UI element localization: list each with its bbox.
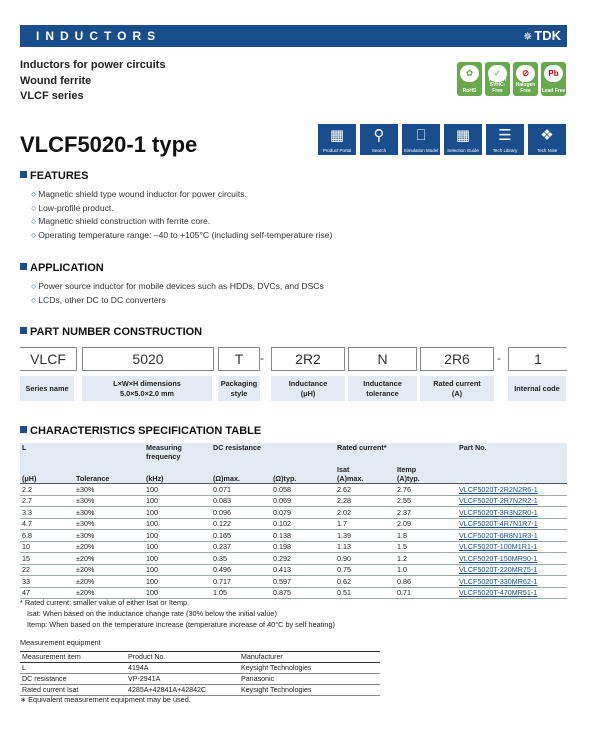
table-cell: 0.717 xyxy=(211,576,271,588)
table-row xyxy=(20,564,567,576)
table-cell: Panasonic xyxy=(239,674,380,685)
table-cell: L xyxy=(20,663,126,674)
table-cell: 100 xyxy=(144,541,211,553)
table-icon: ▦ xyxy=(455,127,471,144)
subheading-line: Wound ferrite xyxy=(20,74,92,87)
list-item: ○ Operating temperature range: –40 to +105°C (including self-temperature rise) xyxy=(31,229,332,243)
nav-icons xyxy=(318,124,566,155)
badge-label: RoHS xyxy=(462,87,477,94)
nav-label: Search xyxy=(371,148,387,153)
table-row xyxy=(20,674,380,685)
table-cell: Keysight Technologies xyxy=(239,663,380,674)
unit-tolerance: Tolerance xyxy=(74,474,144,484)
list-item: ○ Magnetic shield construction with ferrite core. xyxy=(31,215,332,229)
table-cell: 10 xyxy=(20,541,74,553)
subheading-line: VLCF series xyxy=(20,90,84,102)
tdk-logo-icon: ✵ xyxy=(523,31,533,43)
application-heading xyxy=(20,262,104,274)
pn-label: Inductance tolerance xyxy=(348,376,417,401)
table-cell: ±20% xyxy=(74,553,144,565)
table-cell: 0.079 xyxy=(271,507,335,519)
table-cell: 4194A xyxy=(126,663,239,674)
part-number-boxes xyxy=(20,347,567,371)
header-bar xyxy=(20,25,567,47)
rated-current-notes xyxy=(20,597,335,630)
section-marker xyxy=(20,263,27,270)
unit-isat: (A)max. xyxy=(335,474,395,484)
unit-dcr-max: (Ω)max. xyxy=(211,474,271,484)
table-row xyxy=(20,685,380,696)
part-number-link[interactable]: VLCF5020T-2R2N2R6-1 xyxy=(457,484,567,496)
unit-l: (μH) xyxy=(20,474,74,484)
part-number-link[interactable]: VLCF5020T-2R7N2R2-1 xyxy=(457,495,567,507)
pn-label: Inductance (μH) xyxy=(271,376,345,401)
table-cell: 100 xyxy=(144,518,211,530)
table-row xyxy=(20,576,567,588)
table-cell: 0.058 xyxy=(271,484,335,496)
table-cell: 0.75 xyxy=(335,564,395,576)
pn-label: Series name xyxy=(20,376,74,401)
table-row xyxy=(20,663,380,674)
list-item: ○ LCDs, other DC to DC converters xyxy=(31,294,324,308)
section-title: PART NUMBER CONSTRUCTION xyxy=(30,326,203,338)
table-cell: 0.496 xyxy=(211,564,271,576)
badge-label: REACH SVHC-Free xyxy=(488,76,507,94)
nav-label: Selection Guide xyxy=(447,148,479,153)
table-header-row xyxy=(20,461,567,474)
part-number-link[interactable]: VLCF5020T-3R3N2R0-1 xyxy=(457,507,567,519)
application-list xyxy=(31,280,324,307)
eco-badges xyxy=(457,62,566,96)
table-cell: ±20% xyxy=(74,541,144,553)
table-cell: ±30% xyxy=(74,495,144,507)
table-cell: 0.35 xyxy=(211,553,271,565)
table-cell: 1.13 xyxy=(335,541,395,553)
header-cell: Manufacturer xyxy=(239,652,380,663)
table-cell: 0.237 xyxy=(211,541,271,553)
part-number-link[interactable]: VLCF5020T-150MR90-1 xyxy=(457,553,567,565)
table-cell: 0.51 xyxy=(335,587,395,599)
table-cell: 2.28 xyxy=(335,495,395,507)
table-cell: 2.62 xyxy=(335,484,395,496)
table-cell: ±30% xyxy=(74,518,144,530)
table-cell: 33 xyxy=(20,576,74,588)
books-icon: ☰ xyxy=(498,127,512,144)
list-item: ○ Power source inductor for mobile devices such as HDDs, DVCs, and DSCs xyxy=(31,280,324,294)
table-cell: 0.096 xyxy=(211,507,271,519)
pn-segment-dimensions: 5020 xyxy=(82,347,214,371)
header-isat: Isat xyxy=(335,461,395,474)
table-row xyxy=(20,541,567,553)
table-header-row xyxy=(20,443,567,461)
lead-free-badge xyxy=(541,62,566,96)
table-row xyxy=(20,530,567,542)
search-icon: ⚲ xyxy=(373,127,385,144)
table-cell: 100 xyxy=(144,576,211,588)
check-icon: ✓ xyxy=(488,65,507,82)
table-cell: 100 xyxy=(144,507,211,519)
spec-table-heading xyxy=(20,425,261,437)
table-cell: 100 xyxy=(144,553,211,565)
product-subheading xyxy=(20,58,165,105)
monitor-icon: ⎕ xyxy=(416,127,426,144)
pn-segment-rated-current: 2R6 xyxy=(420,347,494,371)
table-cell: VP-2941A xyxy=(126,674,239,685)
table-cell: ±30% xyxy=(74,530,144,542)
badge-label: Halogen Free xyxy=(515,82,536,94)
unit-itemp: (A)typ. xyxy=(395,474,457,484)
table-row xyxy=(20,553,567,565)
grid-icon: ▦ xyxy=(329,127,345,144)
table-cell: 0.102 xyxy=(271,518,335,530)
header-cell: Product No. xyxy=(126,652,239,663)
pb-free-icon: Pb xyxy=(544,65,563,82)
pn-segment-inductance: 2R2 xyxy=(271,347,345,371)
book-icon: ❖ xyxy=(540,127,554,144)
list-item: ○ Low-profile product. xyxy=(31,202,332,216)
table-cell: 22 xyxy=(20,564,74,576)
table-cell: 47 xyxy=(20,587,74,599)
tdk-logo[interactable] xyxy=(523,28,561,43)
tech-note-button[interactable] xyxy=(528,124,566,155)
nav-label: Product Portal xyxy=(322,148,352,153)
table-cell: 0.083 xyxy=(211,495,271,507)
table-cell: 4.7 xyxy=(20,518,74,530)
unit-freq: (kHz) xyxy=(144,474,211,484)
measurement-table xyxy=(20,651,380,696)
pn-label: Packaging style xyxy=(218,376,260,401)
table-cell: 2.37 xyxy=(395,507,457,519)
table-cell: 1.39 xyxy=(335,530,395,542)
part-number-link[interactable]: VLCF5020T-100M1R1-1 xyxy=(457,541,567,553)
table-row xyxy=(20,495,567,507)
pn-label: Internal code xyxy=(508,376,566,401)
note-line: Isat: When based on the inductance change rate (30% below the initial value) xyxy=(27,609,277,618)
table-row xyxy=(20,518,567,530)
nav-label: Tech Note xyxy=(536,148,558,153)
table-cell: Rated current Isat xyxy=(20,685,126,696)
subheading-line: Inductors for power circuits xyxy=(20,59,166,71)
header-rated-current: Rated current* xyxy=(335,443,457,461)
table-cell: 4285A+42841A+42842C xyxy=(126,685,239,696)
pn-label: L×W×H dimensions 5.0×5.0×2.0 mm xyxy=(82,376,212,401)
table-cell: 100 xyxy=(144,495,211,507)
table-cell: 0.292 xyxy=(271,553,335,565)
measurement-note: ∗ Equivalent measurement equipment may be used. xyxy=(20,695,191,704)
table-row xyxy=(20,484,567,496)
section-marker xyxy=(20,171,27,178)
selection-guide-button[interactable] xyxy=(444,124,482,155)
table-cell: 2.09 xyxy=(395,518,457,530)
table-cell: 2.2 xyxy=(20,484,74,496)
table-cell: 2.02 xyxy=(335,507,395,519)
table-cell: 3.3 xyxy=(20,507,74,519)
header-l: L xyxy=(20,443,74,461)
table-cell: Keysight Technologies xyxy=(239,685,380,696)
part-number-link[interactable]: VLCF5020T-470MR51-1 xyxy=(457,587,567,599)
table-body xyxy=(20,484,567,599)
list-item: ○ Magnetic shield type wound inductor for power circuits. xyxy=(31,188,332,202)
table-cell: ±20% xyxy=(74,564,144,576)
note-line: * Rated current: smaller value of either Isat or Itemp. xyxy=(20,598,190,607)
header-part-no: Part No. xyxy=(457,443,567,461)
table-cell: 100 xyxy=(144,484,211,496)
table-cell: 15 xyxy=(20,553,74,565)
table-cell: 0.597 xyxy=(271,576,335,588)
table-cell: 0.413 xyxy=(271,564,335,576)
table-cell: 1.05 xyxy=(211,587,271,599)
no-halogen-icon: ⊘ xyxy=(516,65,535,82)
halogen-free-badge xyxy=(513,62,538,96)
product-portal-button[interactable] xyxy=(318,124,356,155)
reach-badge xyxy=(485,62,510,96)
features-heading xyxy=(20,170,88,182)
page-title: VLCF5020-1 type xyxy=(20,132,198,157)
part-number-link[interactable]: VLCF5020T-220MR75-1 xyxy=(457,564,567,576)
pn-segment-internal-code: 1 xyxy=(508,347,567,371)
pn-segment-tolerance: N xyxy=(348,347,417,371)
table-cell: ±30% xyxy=(74,507,144,519)
features-list xyxy=(31,188,332,242)
simulation-model-button[interactable] xyxy=(402,124,440,155)
table-cell: 6.8 xyxy=(20,530,74,542)
table-cell: 0.90 xyxy=(335,553,395,565)
table-cell: 2.7 xyxy=(20,495,74,507)
table-cell: 1.5 xyxy=(395,541,457,553)
pn-segment-packaging: T xyxy=(218,347,260,371)
table-cell: ±30% xyxy=(74,484,144,496)
table-cell: 100 xyxy=(144,564,211,576)
pn-dash: - xyxy=(260,351,264,365)
badge-label: Lead Free xyxy=(541,87,566,94)
characteristics-table xyxy=(20,443,567,599)
table-cell: 0.069 xyxy=(271,495,335,507)
table-cell: DC resistance xyxy=(20,674,126,685)
pn-dash: - xyxy=(497,351,501,365)
part-number-heading xyxy=(20,326,202,338)
table-cell: 2.55 xyxy=(395,495,457,507)
section-marker xyxy=(20,426,27,433)
measurement-title: Measurement equipment xyxy=(20,638,101,647)
note-line: Itemp: When based on the temperature increase (temperature increase of 40°C by self heating) xyxy=(27,620,335,629)
table-cell: ±20% xyxy=(74,587,144,599)
unit-dcr-typ: (Ω)typ. xyxy=(271,474,335,484)
section-title: FEATURES xyxy=(30,170,89,182)
section-title: CHARACTERISTICS SPECIFICATION TABLE xyxy=(30,425,262,437)
tech-library-button[interactable] xyxy=(486,124,524,155)
search-button[interactable] xyxy=(360,124,398,155)
table-cell: 0.71 xyxy=(395,587,457,599)
header-cell: Measurement item xyxy=(20,652,126,663)
header-itemp: Itemp xyxy=(395,461,457,474)
table-cell: 0.165 xyxy=(211,530,271,542)
table-body xyxy=(20,663,380,696)
table-cell: 0.138 xyxy=(271,530,335,542)
header-freq: Measuring frequency xyxy=(144,443,211,461)
table-cell: 0.86 xyxy=(395,576,457,588)
table-cell: 0.62 xyxy=(335,576,395,588)
table-row xyxy=(20,507,567,519)
table-units-row xyxy=(20,474,567,484)
nav-label: Simulation Model xyxy=(403,148,439,153)
table-cell: 0.071 xyxy=(211,484,271,496)
table-cell: 1.0 xyxy=(395,564,457,576)
table-cell: 0.122 xyxy=(211,518,271,530)
table-cell: 100 xyxy=(144,587,211,599)
leaf-icon: ✿ xyxy=(460,65,479,82)
table-cell: 100 xyxy=(144,530,211,542)
header-dcr: DC resistance xyxy=(211,443,335,461)
pn-segment-series: VLCF xyxy=(20,347,77,371)
table-header-row xyxy=(20,652,380,663)
section-title: APPLICATION xyxy=(30,262,104,274)
part-number-link[interactable]: VLCF5020T-330MR62-1 xyxy=(457,576,567,588)
part-number-link[interactable]: VLCF5020T-4R7N1R7-1 xyxy=(457,518,567,530)
table-cell: 1.8 xyxy=(395,530,457,542)
table-cell: 1.7 xyxy=(335,518,395,530)
table-cell: 0.198 xyxy=(271,541,335,553)
rohs-badge xyxy=(457,62,482,96)
table-cell: 2.76 xyxy=(395,484,457,496)
part-number-link[interactable]: VLCF5020T-6R8N1R3-1 xyxy=(457,530,567,542)
category-title: INDUCTORS xyxy=(36,29,162,43)
tdk-logo-text: TDK xyxy=(534,28,561,43)
table-cell: 1.2 xyxy=(395,553,457,565)
section-marker xyxy=(20,327,27,334)
pn-label: Rated current (A) xyxy=(420,376,494,401)
nav-label: Tech Library xyxy=(492,148,518,153)
table-cell: ±20% xyxy=(74,576,144,588)
table-cell: 0.875 xyxy=(271,587,335,599)
